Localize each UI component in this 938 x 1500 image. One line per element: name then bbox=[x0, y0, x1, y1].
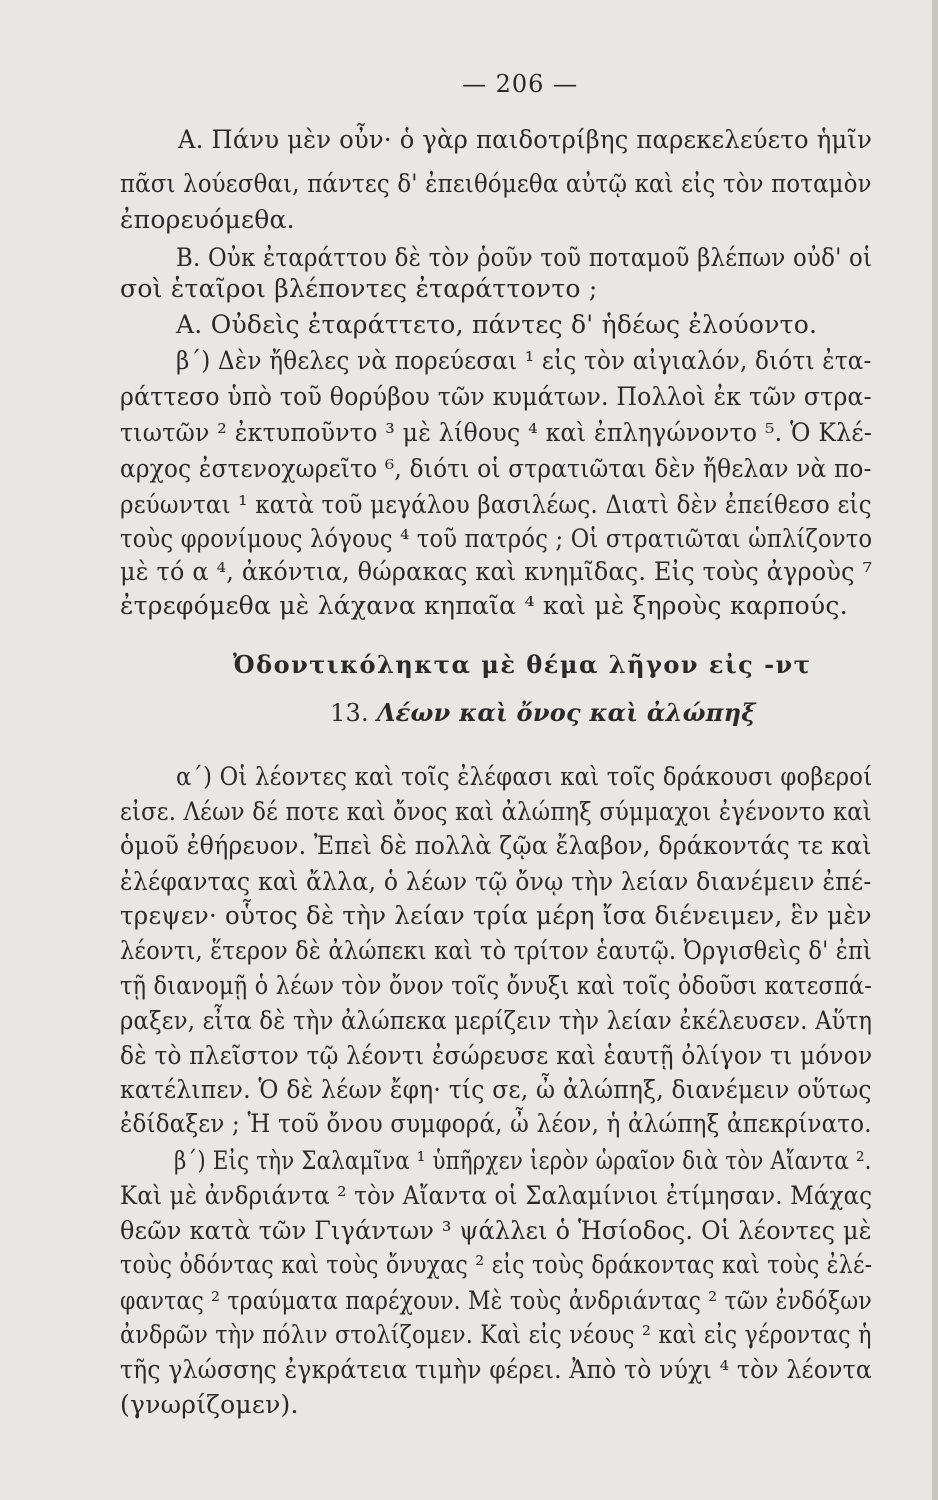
text-line: ἐτρεφόμεθα μὲ λάχανα κηπαῖα ⁴ καὶ μὲ ξηροὺς καρπούς. bbox=[120, 591, 848, 620]
text-line: ραξεν, εἶτα δὲ τὴν ἀλώπεκα μερίζειν τὴν λείαν ἐκέλευσεν. Αὕτη bbox=[120, 1006, 873, 1035]
text-line: θεῶν κατὰ τῶν Γιγάντων ³ ψάλλει ὁ Ἡσίοδος. Οἱ λέοντες μὲ bbox=[120, 1216, 872, 1245]
text-line: Καὶ μὲ ἀνδριάντα ² τὸν Αἴαντα οἱ Σαλαμίνιοι ἐτίμησαν. Μάχας bbox=[120, 1181, 873, 1210]
text-line: τῆς γλώσσης ἐγκράτεια τιμὴν φέρει. Ἀπὸ τὸ νύχι ⁴ τὸν λέοντα bbox=[120, 1355, 872, 1384]
text-line: ἐλέφαντας καὶ ἄλλα, ὁ λέων τῷ ὄνῳ τὴν λείαν διανέμειν ἐπέ- bbox=[120, 867, 872, 896]
text-line: ἀνδρῶν τὴν πόλιν στολίζομεν. Καὶ εἰς νέους ² καὶ εἰς γέροντας ἡ bbox=[120, 1320, 872, 1349]
text-line: λέοντι, ἕτερον δὲ ἀλώπεκι καὶ τὸ τρίτον ἑαυτῷ. Ὀργισθεὶς δ' ἐπὶ bbox=[120, 936, 873, 965]
text-line: πᾶσι λούεσθαι, πάντες δ' ἐπειθόμεθα αὐτῷ καὶ εἰς τὸν ποταμὸν bbox=[120, 169, 872, 198]
text-line: (γνωρίζομεν). bbox=[120, 1390, 299, 1419]
text-line: ἐδίδαξεν ; Ἡ τοῦ ὄνου συμφορά, ὦ λέον, ἡ ἀλώπηξ ἀπεκρίνατο. bbox=[120, 1109, 872, 1138]
page-number: — 206 — bbox=[462, 70, 579, 98]
text-line: Α. Πάνυ μὲν οὖν· ὁ γὰρ παιδοτρίβης παρεκελεύετο ἡμῖν bbox=[178, 125, 873, 154]
text-line: μὲ τό α ⁴, ἀκόντια, θώρακας καὶ κνημῖδας. Εἰς τοὺς ἀγροὺς ⁷ bbox=[120, 557, 873, 586]
text-line: Α. Οὐδεὶς ἐταράττετο, πάντες δ' ἡδέως ἐλούοντο. bbox=[176, 310, 818, 339]
text-line: σοὶ ἑταῖροι βλέποντες ἐταράττοντο ; bbox=[120, 274, 598, 303]
text-line: ἐπορευόμεθα. bbox=[120, 205, 295, 234]
section-heading: Ὀδοντικόληκτα μὲ θέμα λῆγον εἰς -ντ bbox=[233, 650, 812, 679]
text-line: τοὺς ὀδόντας καὶ τοὺς ὄνυχας ² εἰς τοὺς δράκοντας καὶ τοὺς ἐλέ- bbox=[120, 1250, 873, 1279]
text-line: φαντας ² τραύματα παρέχουν. Μὲ τοὺς ἀνδριάντας ² τῶν ἐνδόξων bbox=[120, 1286, 872, 1315]
text-line: ράττεσο ὑπὸ τοῦ θορύβου τῶν κυμάτων. Πολλοὶ ἐκ τῶν στρα- bbox=[120, 382, 872, 411]
page-edge bbox=[932, 0, 938, 1500]
lesson-number: 13. bbox=[330, 699, 369, 727]
text-line: ρεύωνται ¹ κατὰ τοῦ μεγάλου βασιλέως. Διατὶ δὲν ἐπείθεσο εἰς bbox=[120, 490, 872, 519]
text-line: τῇ διανομῇ ὁ λέων τὸν ὄνον τοῖς ὄνυξι καὶ τοῖς ὀδοῦσι κατεσπά- bbox=[120, 971, 873, 1000]
text-line: τοὺς φρονίμους λόγους ⁴ τοῦ πατρός ; Οἱ στρατιῶται ὡπλίζοντο bbox=[120, 524, 873, 553]
text-line: αρχος ἐστενοχωρεῖτο ⁶, διότι οἱ στρατιῶται δὲν ἤθελαν νὰ πο- bbox=[120, 454, 872, 483]
text-line: τρεψεν· οὗτος δὲ τὴν λείαν τρία μέρη ἴσα διένειμεν, ἓν μὲν bbox=[120, 901, 872, 930]
text-line: τιωτῶν ² ἐκτυποῦντο ³ μὲ λίθους ⁴ καὶ ἐπληγώνοντο ⁵. Ὁ Κλέ- bbox=[120, 418, 873, 447]
text-line: β΄) Εἰς τὴν Σαλαμῖνα ¹ ὑπῆρχεν ἱερὸν ὡραῖον διὰ τὸν Αἴαντα ². bbox=[174, 1146, 872, 1175]
lesson-title bbox=[330, 697, 756, 729]
text-line: εἰσε. Λέων δέ ποτε καὶ ὄνος καὶ ἀλώπηξ σύμμαχοι ἐγένοντο καὶ bbox=[120, 797, 872, 826]
text-line: κατέλιπεν. Ὁ δὲ λέων ἔφη· τίς σε, ὦ ἀλώπηξ, διανέμειν οὕτως bbox=[120, 1075, 872, 1104]
text-line: δὲ τὸ πλεῖστον τῷ λέοντι ἐσώρευσε καὶ ἑαυτῇ ὀλίγον τι μόνον bbox=[120, 1041, 873, 1070]
text-line: β΄) Δὲν ἤθελες νὰ πορεύεσαι ¹ εἰς τὸν αἰγιαλόν, διότι ἐτα- bbox=[176, 346, 872, 375]
text-line: Β. Οὐκ ἐταράττου δὲ τὸν ῥοῦν τοῦ ποταμοῦ βλέπων οὐδ' οἱ bbox=[176, 243, 873, 272]
text-line: ὁμοῦ ἐθήρευον. Ἐπεὶ δὲ πολλὰ ζῷα ἔλαβον, δράκοντάς τε καὶ bbox=[120, 831, 872, 860]
text-line: α΄) Οἱ λέοντες καὶ τοῖς ἐλέφασι καὶ τοῖς δράκουσι φοβεροί bbox=[176, 762, 873, 791]
lesson-title-text: Λέων καὶ ὄνος καὶ ἀλώπηξ bbox=[376, 698, 756, 727]
